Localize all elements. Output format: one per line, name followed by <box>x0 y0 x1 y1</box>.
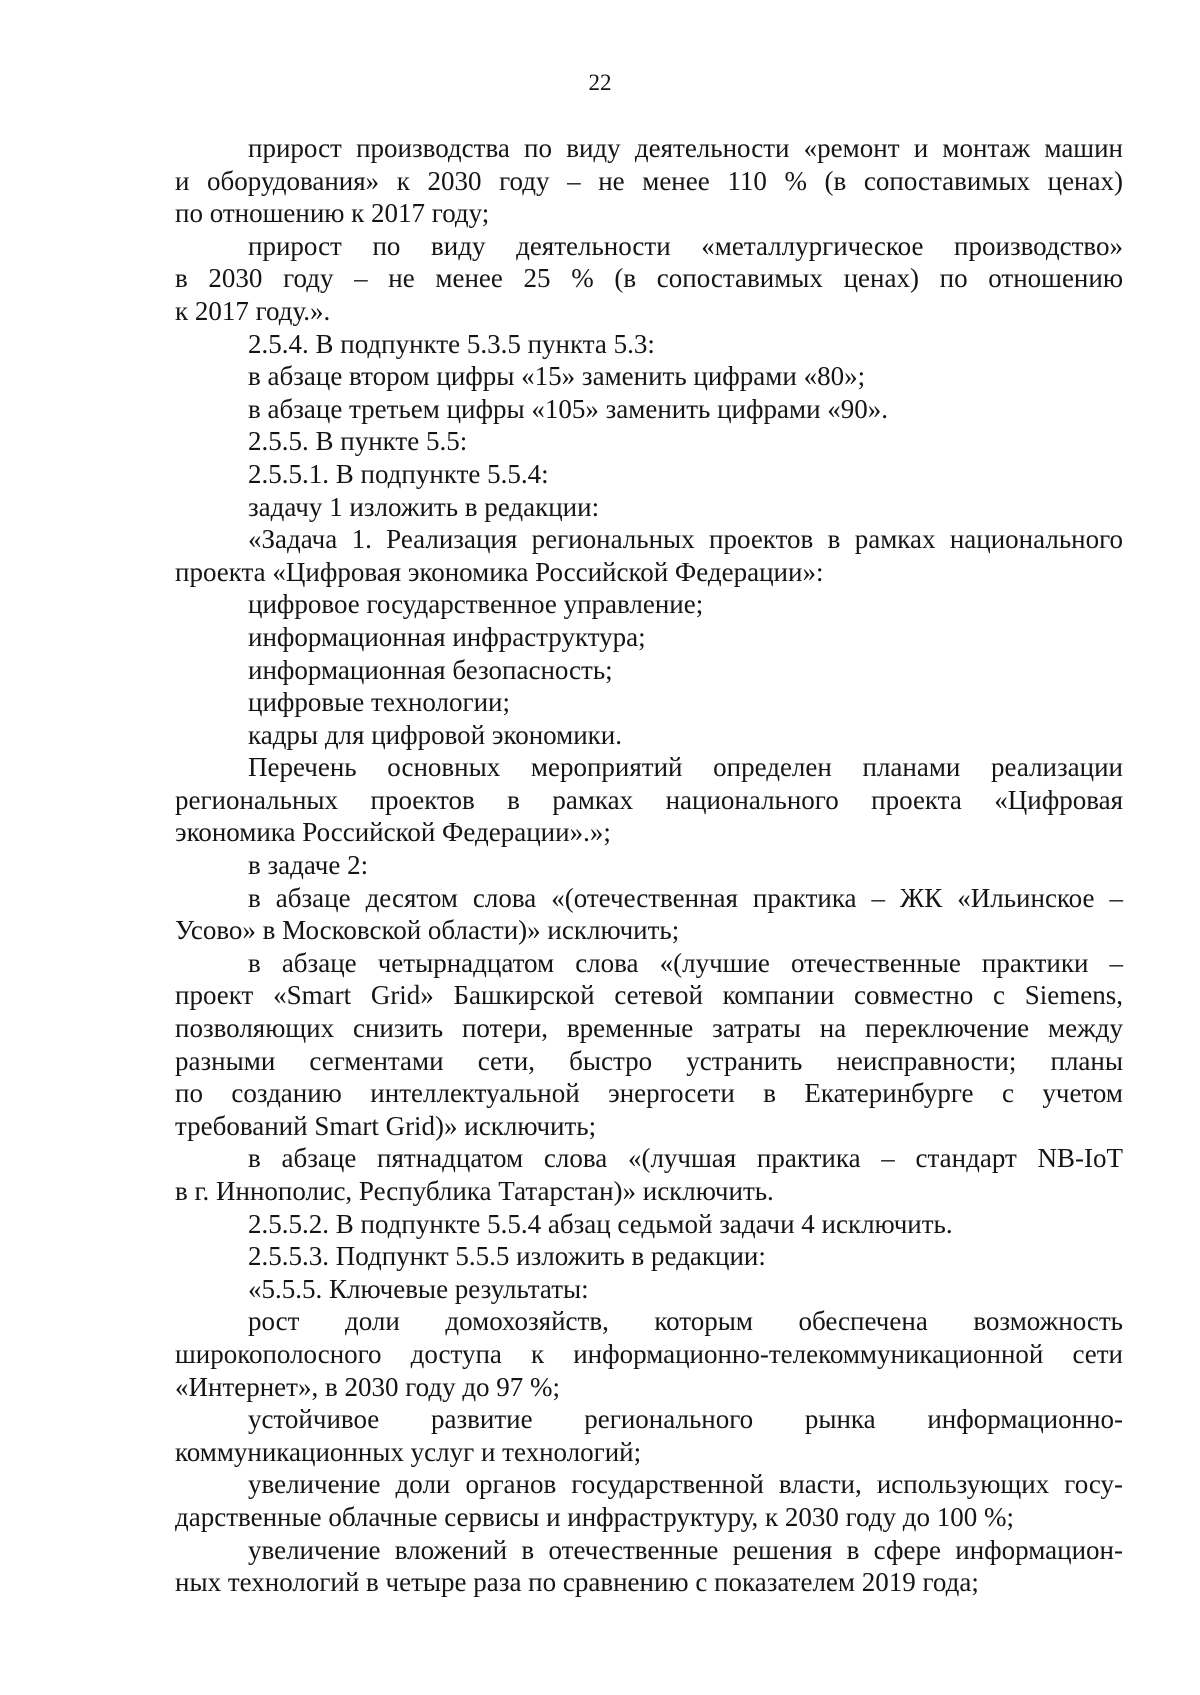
paragraph <box>175 719 1123 752</box>
text-line: рост доли домохозяйств, которым обеспечена возможность <box>248 1306 1123 1337</box>
text-line: информационная инфраструктура; <box>248 621 646 652</box>
paragraph <box>175 1142 1123 1207</box>
page-number: 22 <box>588 70 612 95</box>
text-line: цифровые технологии; <box>248 687 510 718</box>
text-line: в абзаце пятнадцатом слова «(лучшая практика – стандарт NB-IoT <box>248 1143 1123 1174</box>
text-line: разными сегментами сети, быстро устранить неисправности; планы <box>175 1045 1123 1076</box>
paragraph <box>175 1240 1123 1273</box>
text-line: увеличение доли органов государственной власти, использующих госу- <box>248 1469 1123 1500</box>
text-line: в абзаце четырнадцатом слова «(лучшие отечественные практики – <box>248 947 1123 978</box>
text-line: 2.5.4. В подпункте 5.3.5 пункта 5.3: <box>248 328 655 359</box>
text-line: устойчивое развитие регионального рынка информационно- <box>248 1404 1123 1435</box>
text-line: по отношению к 2017 году; <box>175 198 490 229</box>
text-line: в абзаце третьем цифры «105» заменить цифрами «90». <box>248 393 889 424</box>
paragraph <box>175 132 1123 230</box>
text-line: «Задача 1. Реализация региональных проектов в рамках национального <box>248 524 1123 555</box>
document-body <box>175 132 1123 1599</box>
paragraph <box>175 882 1123 947</box>
text-line: Перечень основных мероприятий определен планами реализации <box>248 752 1123 783</box>
text-line: проект «Smart Grid» Башкирской сетевой компании совместно с Siemens, <box>175 980 1123 1011</box>
text-line: цифровое государственное управление; <box>248 589 704 620</box>
paragraph <box>175 328 1123 361</box>
paragraph <box>175 621 1123 654</box>
text-line: в абзаце десятом слова «(отечественная практика – ЖК «Ильинское – <box>248 882 1123 913</box>
paragraph <box>175 393 1123 426</box>
paragraph <box>175 491 1123 524</box>
paragraph <box>175 686 1123 719</box>
text-line: 2.5.5.1. В подпункте 5.5.4: <box>248 458 549 489</box>
paragraph <box>175 849 1123 882</box>
text-line: широкополосного доступа к информационно-телекоммуникационной сети <box>175 1338 1123 1369</box>
text-line: региональных проектов в рамках национального проекта «Цифровая <box>175 784 1123 815</box>
text-line: прирост производства по виду деятельности «ремонт и монтаж машин <box>248 133 1123 163</box>
text-line: «Интернет», в 2030 году до 97 %; <box>175 1371 561 1402</box>
paragraph <box>175 523 1123 588</box>
paragraph <box>175 947 1123 1143</box>
paragraph <box>175 588 1123 621</box>
text-line: в задаче 2: <box>248 850 369 881</box>
text-line: 2.5.5. В пункте 5.5: <box>248 426 468 457</box>
paragraph <box>175 1534 1123 1599</box>
text-line: «5.5.5. Ключевые результаты: <box>248 1273 589 1304</box>
paragraph <box>175 230 1123 328</box>
text-line: позволяющих снизить потери, временные затраты на переключение между <box>175 1013 1123 1044</box>
text-line: проекта «Цифровая экономика Российской Федерации»: <box>175 556 824 587</box>
text-line: 2.5.5.3. Подпункт 5.5.5 изложить в редакции: <box>248 1241 766 1272</box>
text-line: кадры для цифровой экономики. <box>248 719 622 750</box>
text-line: в г. Иннополис, Республика Татарстан)» исключить. <box>175 1176 774 1206</box>
text-line: 2.5.5.2. В подпункте 5.5.4 абзац седьмой задачи 4 исключить. <box>248 1208 953 1239</box>
text-line: коммуникационных услуг и технологий; <box>175 1436 642 1467</box>
text-line: экономика Российской Федерации».»; <box>175 817 611 848</box>
text-line: и оборудования» к 2030 году – не менее 110 % (в сопоставимых ценах) <box>175 165 1123 196</box>
text-line: в абзаце втором цифры «15» заменить цифрами «80»; <box>248 361 866 392</box>
text-line: дарственные облачные сервисы и инфраструктуру, к 2030 году до 100 %; <box>175 1501 1015 1532</box>
text-line: в 2030 году – не менее 25 % (в сопоставимых ценах) по отношению <box>175 263 1123 294</box>
text-line: Усово» в Московской области)» исключить; <box>175 915 680 946</box>
paragraph <box>175 1403 1123 1468</box>
text-line: к 2017 году.». <box>175 295 331 326</box>
paragraph <box>175 360 1123 393</box>
paragraph <box>175 654 1123 687</box>
paragraph <box>175 1305 1123 1403</box>
paragraph <box>175 458 1123 491</box>
text-line: задачу 1 изложить в редакции: <box>248 491 600 522</box>
paragraph <box>175 751 1123 849</box>
text-line: прирост по виду деятельности «металлургическое производство» <box>248 230 1123 261</box>
paragraph <box>175 425 1123 458</box>
paragraph <box>175 1273 1123 1306</box>
text-line: увеличение вложений в отечественные решения в сфере информацион- <box>248 1534 1123 1565</box>
text-line: информационная безопасность; <box>248 654 613 685</box>
paragraph <box>175 1208 1123 1241</box>
text-line: ных технологий в четыре раза по сравнению с показателем 2019 года; <box>175 1567 979 1598</box>
text-line: по созданию интеллектуальной энергосети в Екатеринбурге с учетом <box>175 1078 1123 1109</box>
text-line: требований Smart Grid)» исключить; <box>175 1110 597 1141</box>
paragraph <box>175 1468 1123 1533</box>
